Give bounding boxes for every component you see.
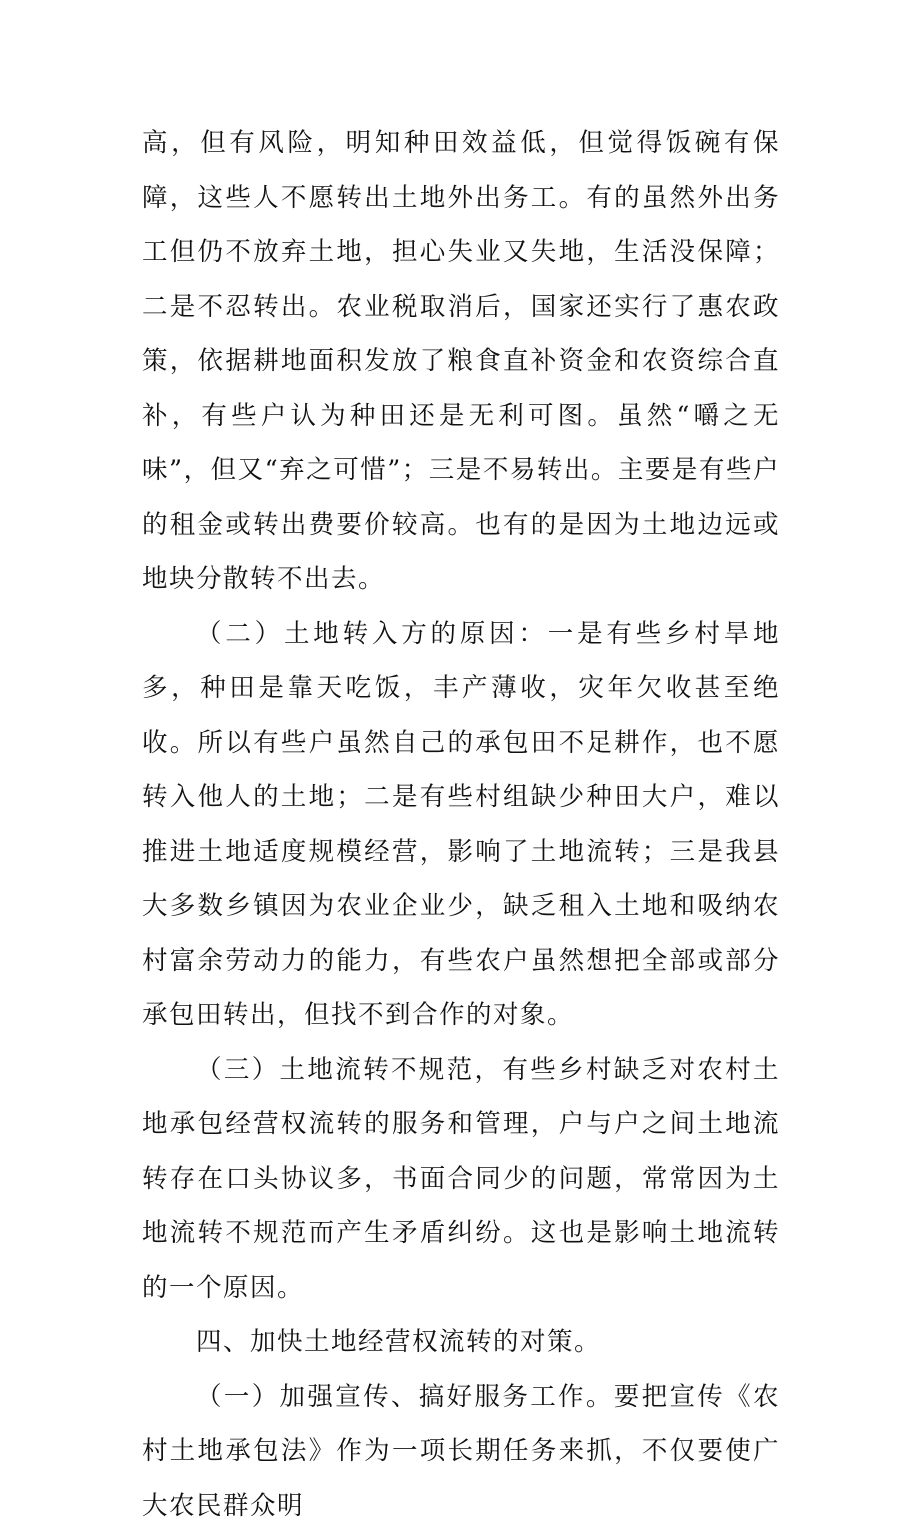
document-body [142, 116, 780, 1533]
paragraph-transfer-in-reasons: （二）土地转入方的原因：一是有些乡村旱地多，种田是靠天吃饭，丰产薄收，灾年欠收甚至绝收。所以有些户虽然自己的承包田不足耕作，也不愿转入他人的土地；二是有些村组缺少种田大户，难以推进土地适度规模经营，影响了土地流转；三是我县大多数乡镇因为农业企业少，缺乏租入土地和吸纳农村富余劳动力的能力，有些农户虽然想把全部或部分承包田转出，但找不到合作的对象。 [142, 607, 780, 1043]
paragraph-publicity-service: （一）加强宣传、搞好服务工作。要把宣传《农村土地承包法》作为一项长期任务来抓，不仅要使广大农民群众明 [142, 1370, 780, 1533]
paragraph-irregular-transfer: （三）土地流转不规范，有些乡村缺乏对农村土地承包经营权流转的服务和管理，户与户之间土地流转存在口头协议多，书面合同少的问题，常常因为土地流转不规范而产生矛盾纠纷。这也是影响土地流转的一个原因。 [142, 1043, 780, 1316]
paragraph-continuation: 高，但有风险，明知种田效益低，但觉得饭碗有保障，这些人不愿转出土地外出务工。有的虽然外出务工但仍不放弃土地，担心失业又失地，生活没保障；二是不忍转出。农业税取消后，国家还实行了惠农政策，依据耕地面积发放了粮食直补资金和农资综合直补，有些户认为种田还是无利可图。虽然“嚼之无味”，但又“弃之可惜”；三是不易转出。主要是有些户的租金或转出费要价较高。也有的是因为土地边远或地块分散转不出去。 [142, 116, 780, 607]
section-heading-countermeasures: 四、加快土地经营权流转的对策。 [142, 1315, 780, 1370]
